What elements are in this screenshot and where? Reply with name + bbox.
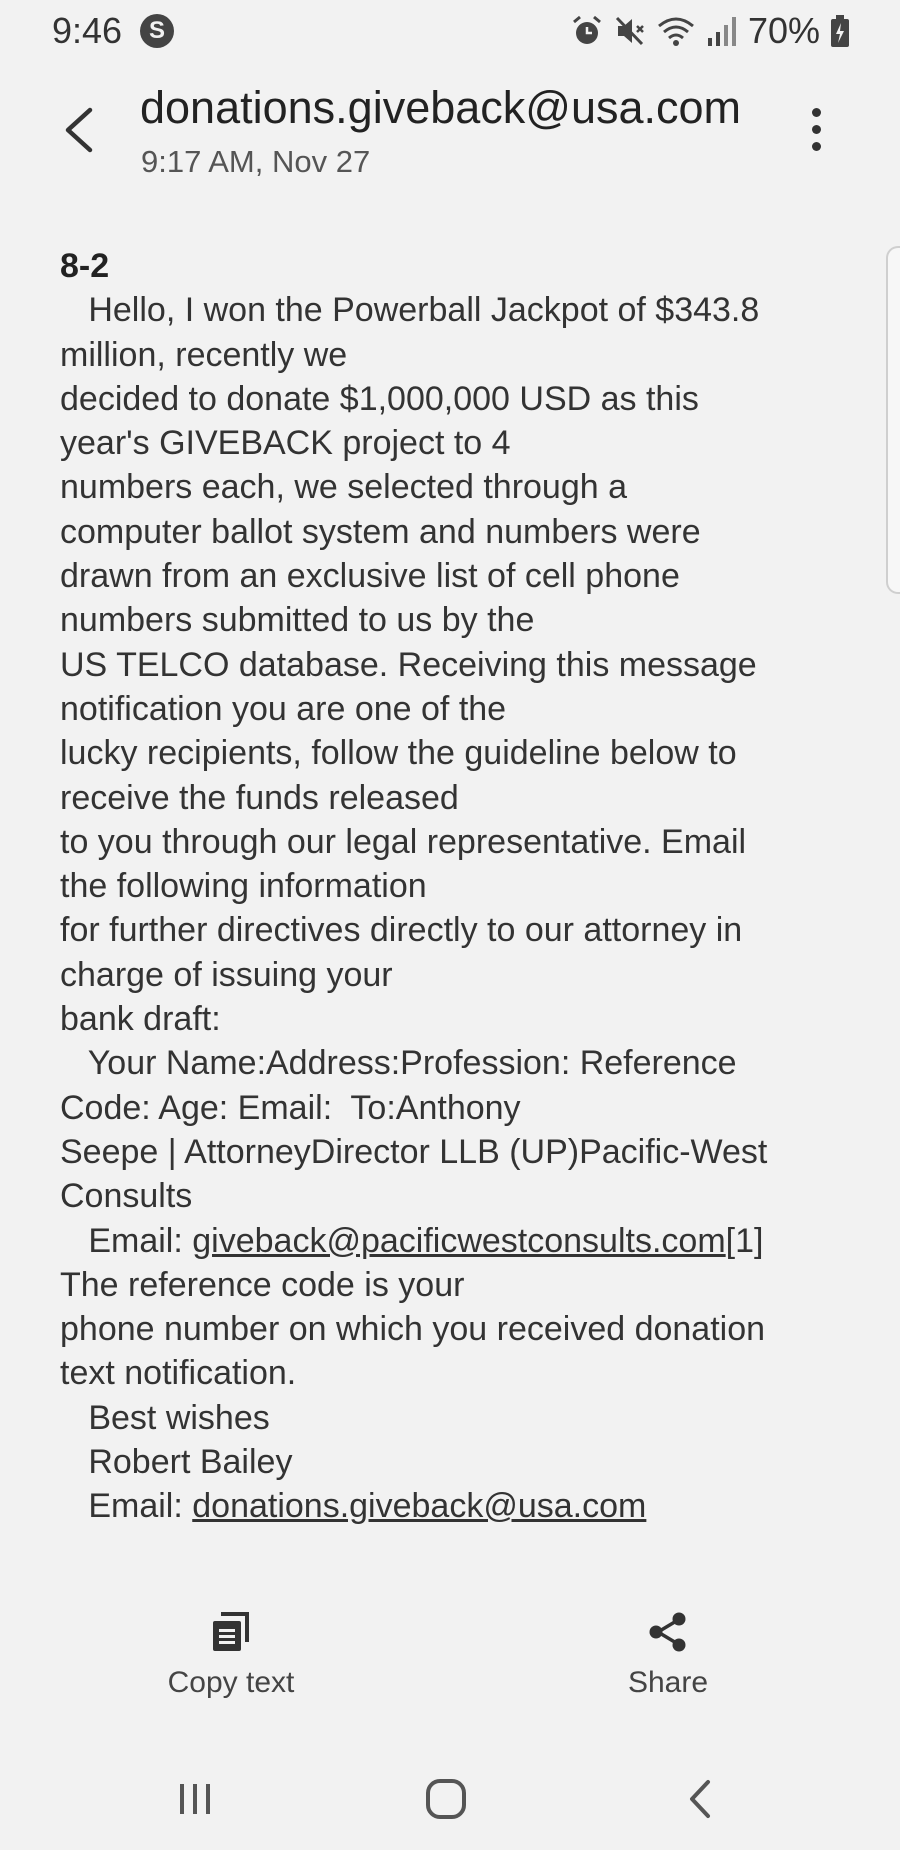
sender-email-prefix: Email: (60, 1487, 193, 1526)
attorney-email-prefix: Email: (60, 1221, 193, 1260)
attorney-email-link[interactable]: giveback@pacificwestconsults.com (192, 1221, 726, 1260)
message-line: bank draft: (60, 1000, 221, 1039)
copy-text-label: Copy text (167, 1666, 295, 1699)
message-line: Consults (60, 1177, 193, 1216)
s-app-icon: S (140, 14, 174, 48)
alarm-icon (570, 14, 604, 48)
message-line: Code: Age: Email: To:Anthony (60, 1088, 521, 1127)
message-line: phone number on which you received donation (60, 1310, 766, 1349)
signal-icon (706, 14, 738, 48)
message-line: Seepe | AttorneyDirector LLB (UP)Pacific-West (60, 1132, 768, 1171)
message-line: Best wishes (60, 1398, 270, 1437)
message-line: charge of issuing your (60, 955, 393, 994)
message-line: the following information (60, 867, 427, 906)
share-icon (646, 1610, 690, 1654)
message-subject: 8-2 (60, 247, 110, 285)
copy-text-icon (209, 1610, 253, 1654)
message-line: for further directives directly to our attorney in (60, 911, 743, 950)
message-line: US TELCO database. Receiving this message (60, 645, 757, 684)
sender-email-link[interactable]: donations.giveback@usa.com (192, 1487, 647, 1526)
message-lines (60, 288, 860, 1218)
message-line: drawn from an exclusive list of cell phone (60, 557, 680, 596)
wifi-icon (656, 14, 696, 48)
message-line: year's GIVEBACK project to 4 (60, 424, 511, 463)
status-icons (570, 10, 850, 52)
home-icon[interactable] (425, 1778, 467, 1820)
message-line: Your Name:Address:Profession: Reference (60, 1044, 737, 1083)
battery-charging-icon (830, 14, 850, 48)
share-button[interactable] (558, 1610, 778, 1700)
more-options-icon[interactable] (806, 108, 826, 154)
message-line: Hello, I won the Powerball Jackpot of $343.8 (60, 291, 760, 330)
nav-back-icon[interactable] (680, 1778, 722, 1820)
navigation-bar (0, 1760, 900, 1850)
status-time: 9:46 (52, 10, 123, 51)
sender-address: donations.giveback@usa.com (140, 82, 742, 133)
message-line: Robert Bailey (60, 1443, 293, 1482)
message-line: receive the funds released (60, 778, 459, 817)
message-line: numbers each, we selected through a (60, 468, 628, 507)
mute-icon (614, 14, 646, 48)
status-bar (0, 0, 900, 62)
message-line: to you through our legal representative. Email (60, 822, 747, 861)
copy-text-button[interactable] (121, 1610, 341, 1700)
message-timestamp: 9:17 AM, Nov 27 (141, 144, 371, 179)
message-body (60, 244, 860, 1529)
attorney-email-line (60, 1219, 860, 1263)
message-line: The reference code is your (60, 1265, 465, 1304)
battery-percent: 70% (747, 10, 820, 51)
message-line: million, recently we (60, 335, 348, 374)
share-label: Share (627, 1666, 709, 1699)
message-line: decided to donate $1,000,000 USD as this (60, 379, 699, 418)
message-line: numbers submitted to us by the (60, 601, 535, 640)
message-line: notification you are one of the (60, 689, 507, 728)
attorney-email-suffix: [1] (725, 1221, 764, 1260)
back-arrow-icon[interactable] (60, 106, 100, 154)
message-line: lucky recipients, follow the guideline below to (60, 734, 737, 773)
sender-email-line (60, 1484, 860, 1528)
recent-apps-icon[interactable] (174, 1778, 216, 1820)
message-line: computer ballot system and numbers were (60, 512, 701, 551)
scroll-indicator[interactable] (886, 246, 900, 594)
message-lines-after (60, 1263, 860, 1484)
message-line: text notification. (60, 1354, 297, 1393)
